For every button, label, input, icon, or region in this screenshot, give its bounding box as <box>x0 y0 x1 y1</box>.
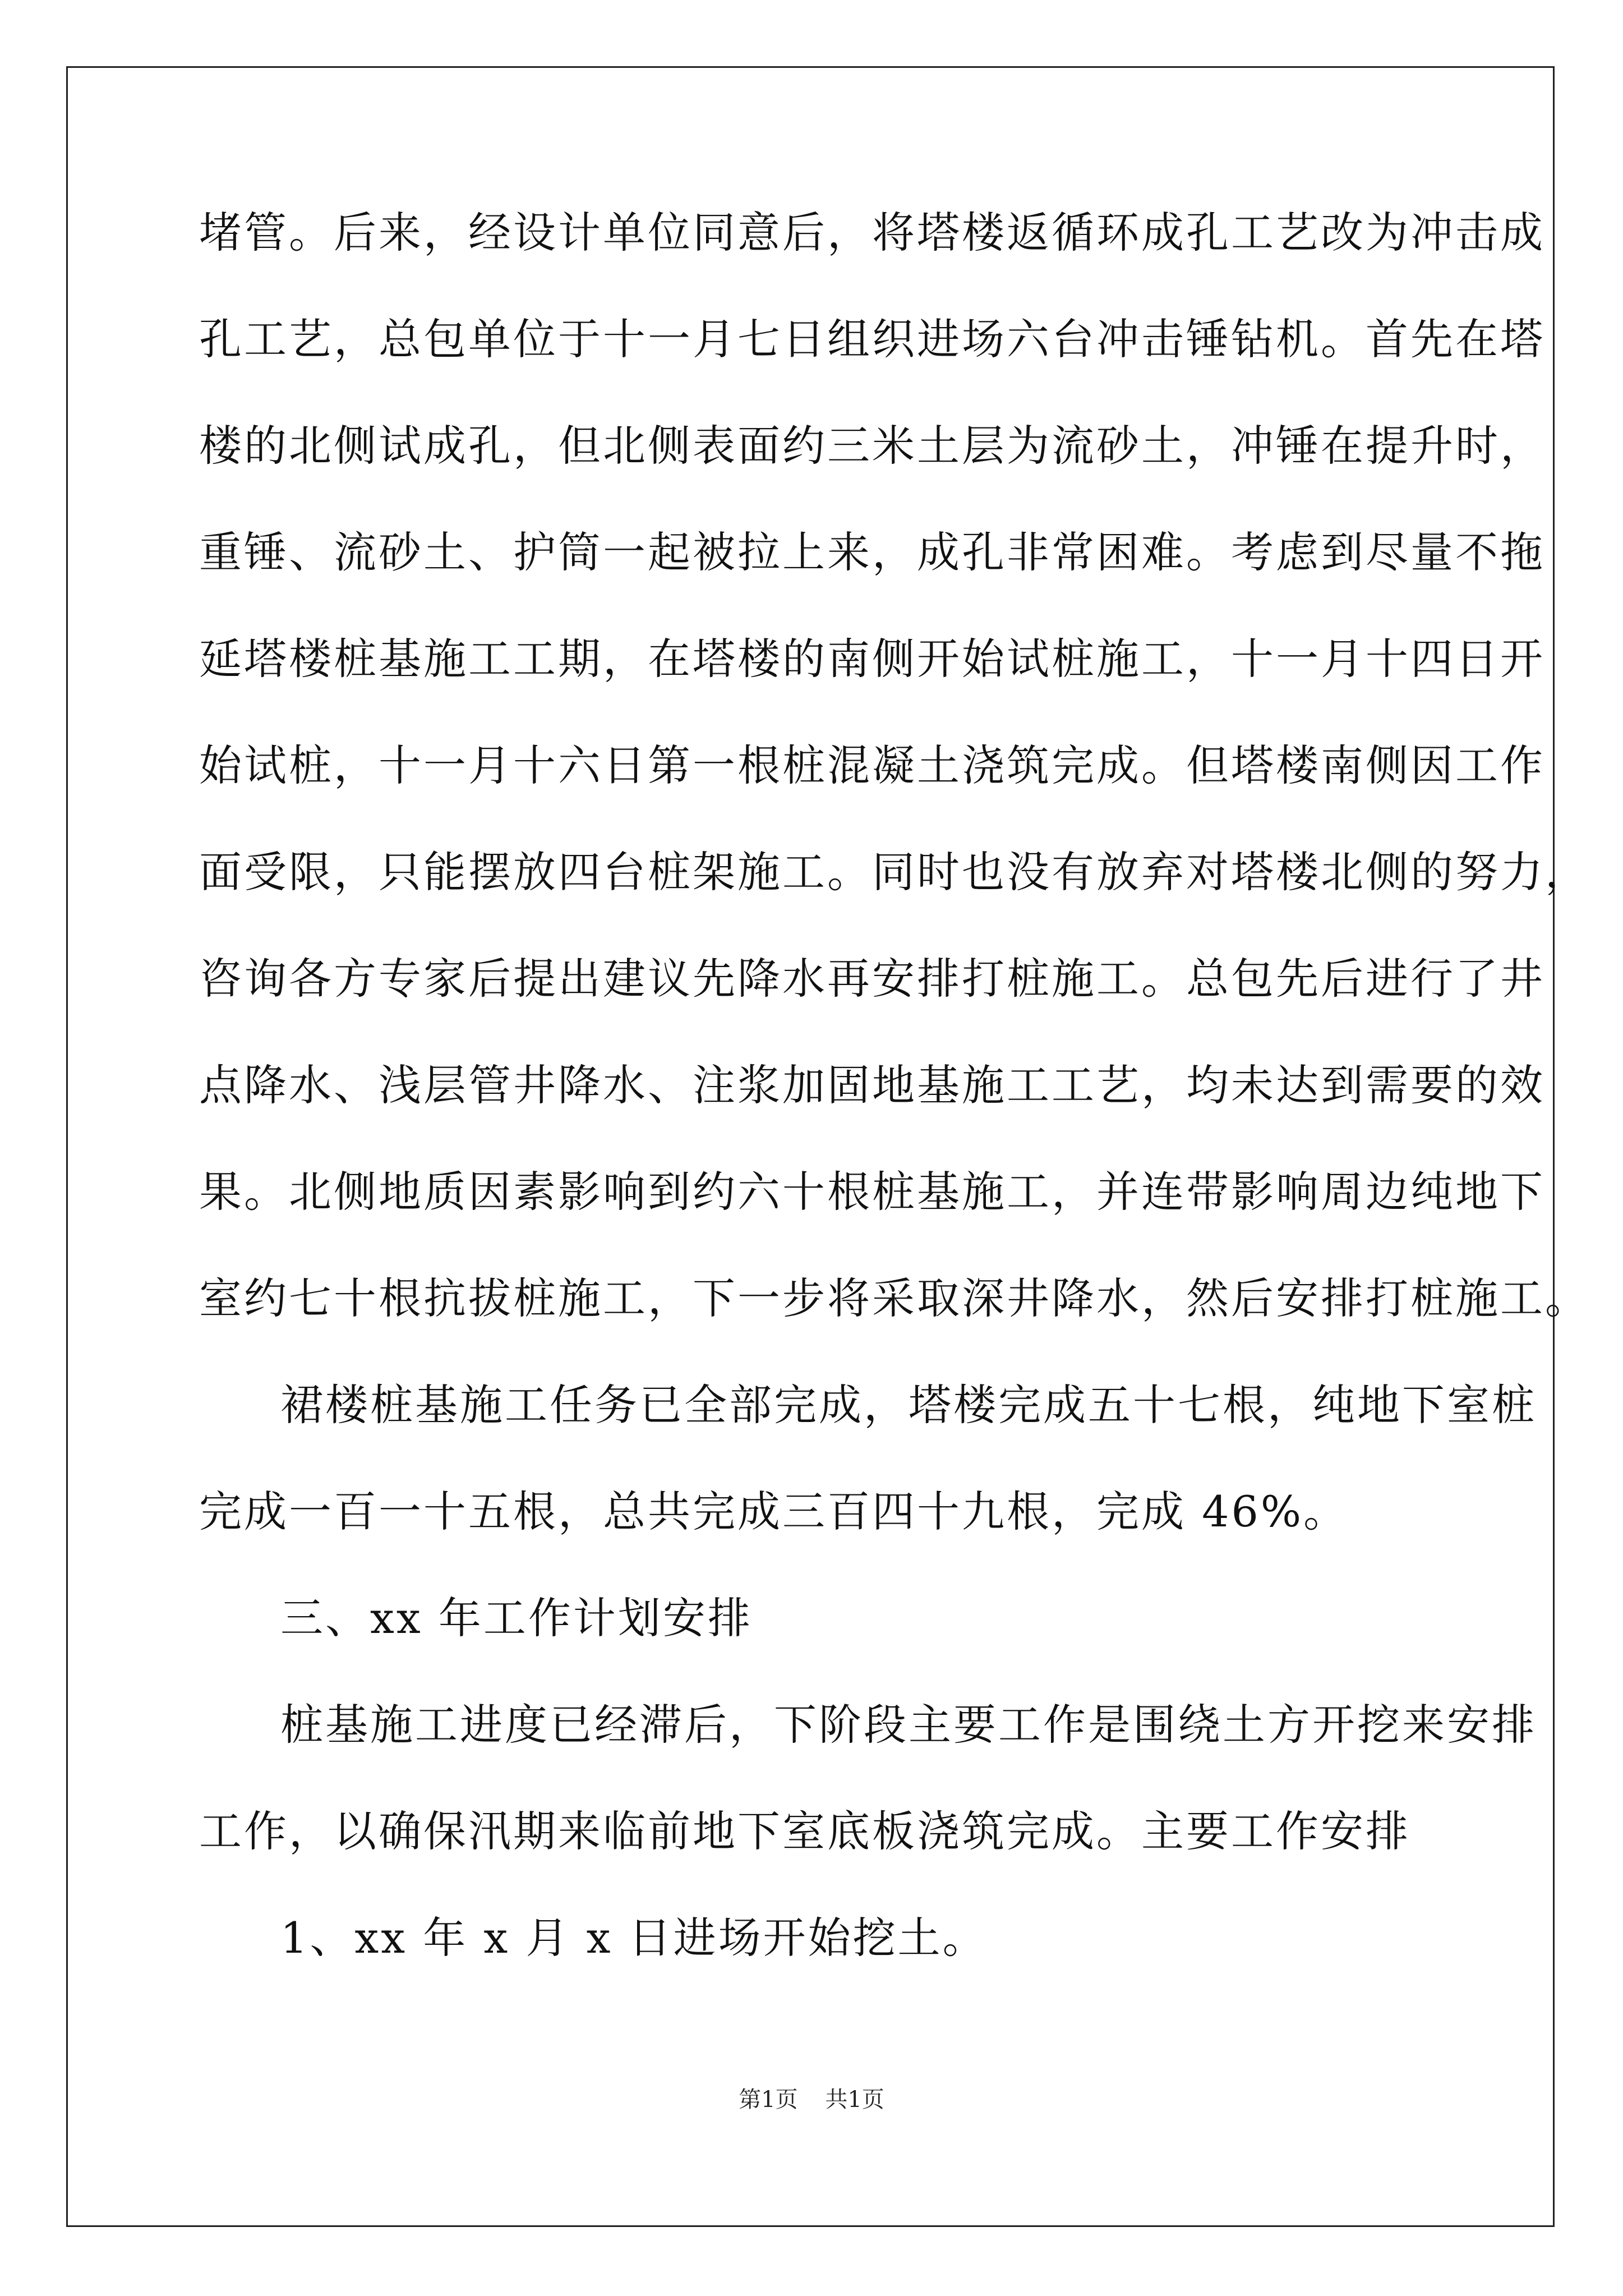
list-item: 1、xx 年 x 月 x 日进场开始挖土。 <box>280 1913 988 1963</box>
text-line: 点降水、浅层管井降水、注浆加固地基施工工艺，均未达到需要的效 <box>199 1060 1545 1110</box>
text-line: 果。北侧地质因素影响到约六十根桩基施工，并连带影响周边纯地下 <box>199 1167 1545 1217</box>
text-line: 咨询各方专家后提出建议先降水再安排打桩施工。总包先后进行了井 <box>199 954 1545 1004</box>
text-line: 堵管。后来，经设计单位同意后，将塔楼返循环成孔工艺改为冲击成 <box>199 208 1545 257</box>
page-footer <box>0 2086 1623 2114</box>
text-line: 孔工艺，总包单位于十一月七日组织进场六台冲击锤钻机。首先在塔 <box>199 314 1545 364</box>
page-number: 第1页 <box>739 2087 798 2113</box>
text-line: 室约七十根抗拔桩施工，下一步将采取深井降水，然后安排打桩施工。 <box>199 1273 1590 1323</box>
text-line: 工作，以确保汛期来临前地下室底板浇筑完成。主要工作安排 <box>199 1806 1410 1856</box>
page-total: 共1页 <box>825 2087 884 2113</box>
text-line: 裙楼桩基施工任务已全部完成，塔楼完成五十七根，纯地下室桩 <box>280 1380 1537 1430</box>
page-border <box>66 66 1555 2227</box>
text-line: 始试桩，十一月十六日第一根桩混凝土浇筑完成。但塔楼南侧因工作 <box>199 740 1545 790</box>
text-line: 重锤、流砂土、护筒一起被拉上来，成孔非常困难。考虑到尽量不拖 <box>199 527 1545 577</box>
text-line: 延塔楼桩基施工工期，在塔楼的南侧开始试桩施工，十一月十四日开 <box>199 634 1545 684</box>
text-line: 楼的北侧试成孔，但北侧表面约三米土层为流砂土，冲锤在提升时， <box>199 421 1545 471</box>
text-line: 面受限，只能摆放四台桩架施工。同时也没有放弃对塔楼北侧的努力， <box>199 847 1590 897</box>
text-line: 桩基施工进度已经滞后，下阶段主要工作是围绕土方开挖来安排 <box>280 1700 1537 1750</box>
section-heading: 三、xx 年工作计划安排 <box>280 1593 753 1643</box>
text-line: 完成一百一十五根，总共完成三百四十九根，完成 46%。 <box>199 1487 1349 1536</box>
